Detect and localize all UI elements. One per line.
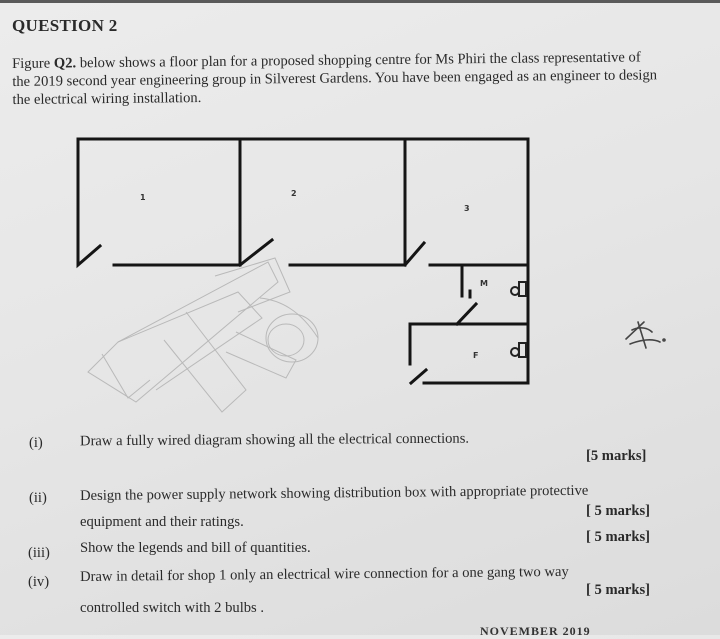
part-number: (iii) [28,545,50,561]
part-marks: [ 5 marks] [586,503,651,519]
room-label-3: 3 [464,204,470,213]
part-marks: [5 marks] [586,448,647,464]
part-marks: [ 5 marks] [586,582,651,598]
part-text-cont: controlled switch with 2 bulbs . [80,600,265,616]
handwritten-signature [626,322,665,348]
top-border [0,0,720,3]
question-intro [12,48,663,109]
part-marks: [ 5 marks] [586,529,651,545]
part-text: Design the power supply network showing distribution box with appropriate protective [80,482,589,504]
pencil-scribbles [88,258,318,412]
intro-pre: Figure [12,55,54,72]
part-text: Show the legends and bill of quantities. [80,540,311,556]
question-heading: QUESTION 2 [12,16,118,35]
part-number: (ii) [29,490,47,506]
room-label-f: F [473,351,479,360]
page-footer: NOVEMBER 2019 [480,624,591,638]
figure-ref: Q2. [53,55,77,72]
toilet-icon [511,343,526,357]
part-number: (i) [29,435,43,451]
toilet-icon [511,282,526,296]
floor-plan-walls [78,139,528,383]
room-label-1: 1 [140,193,146,202]
part-number: (iv) [28,574,50,590]
room-label-2: 2 [291,189,297,198]
room-label-m: M [480,279,488,288]
part-text: Draw a fully wired diagram showing all the electrical connections. [79,430,470,450]
intro-post: below shows a floor plan for a proposed shopping centre for Ms Phiri the class representative of the 2019 second year engineering group in Silverest Gardens. You have been engaged as an engineer to design the electrical wiring installation. [12,49,658,108]
part-text-cont: equipment and their ratings. [80,514,244,530]
part-text: Draw in detail for shop 1 only an electrical wire connection for a one gang two way [80,563,569,585]
